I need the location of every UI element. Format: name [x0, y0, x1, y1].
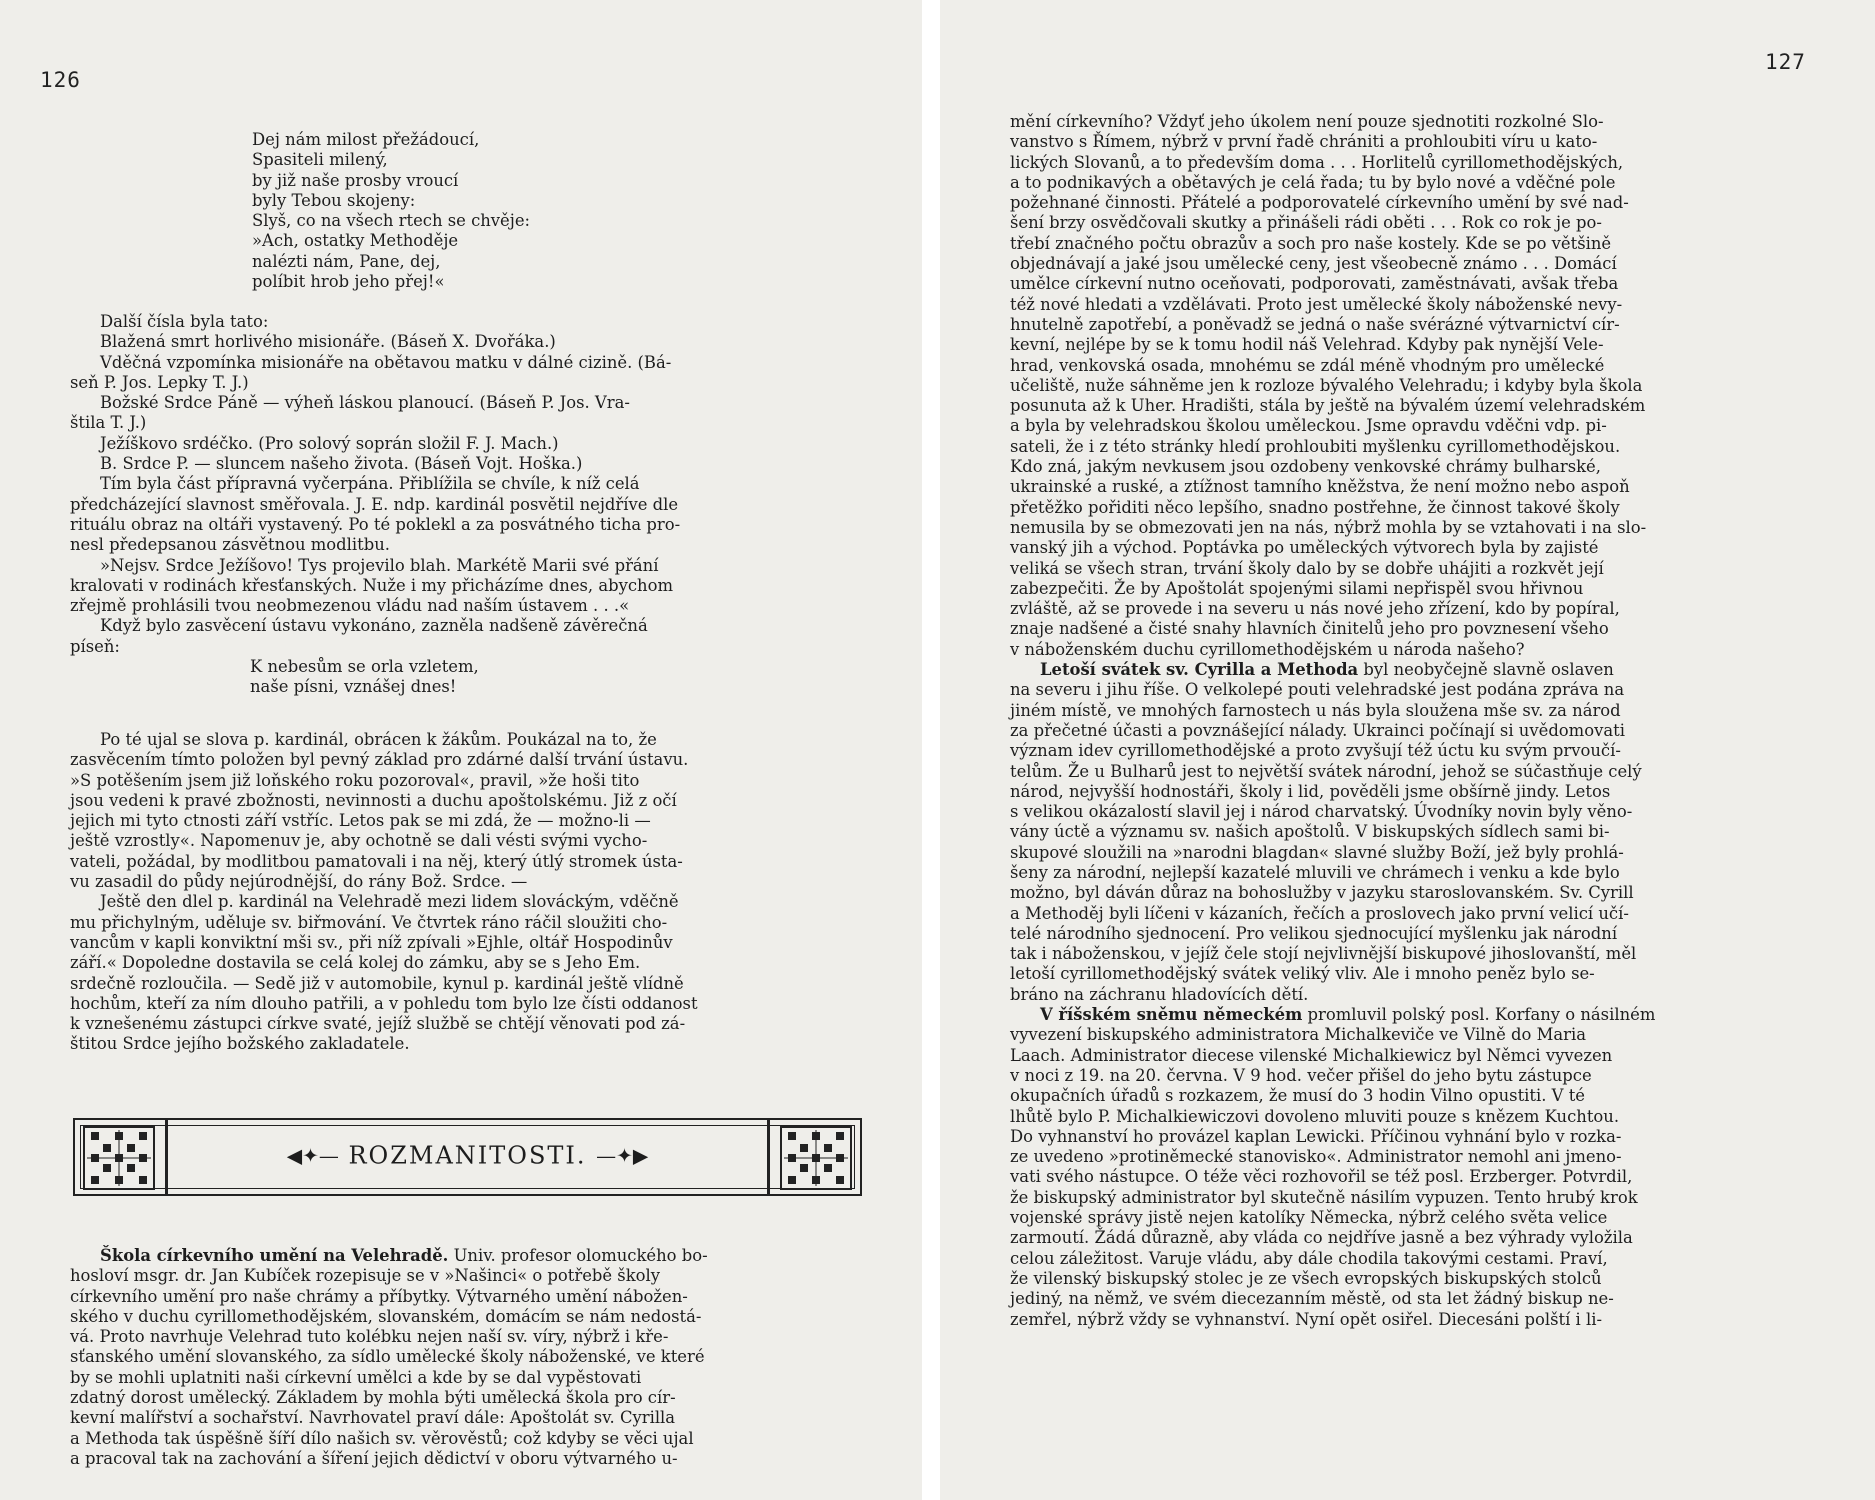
text-line: kralovati v rodinách křesťanských. Nuže i my přicházíme dnes, abychom: [70, 575, 674, 595]
poem-line: byly Tebou skojeny:: [252, 190, 416, 210]
text-line: a pracoval tak na zachování a šíření jejich dědictví v oboru výtvarného u-: [70, 1448, 678, 1468]
ornament-tile-icon: [780, 1126, 852, 1190]
text-line: vancům v kapli konviktní mši sv., při níž zpívali »Ejhle, oltář Hospodinův: [70, 932, 673, 952]
text-line: zřejmě prohlásili tvou neobmezenou vládu nad naším ústavem . . .«: [70, 596, 630, 616]
text-line: srdečně rozloučila. — Sedě již v automobile, kynul p. kardinál ještě vlídně: [70, 973, 684, 993]
speech-text: [70, 730, 860, 1055]
text-line: celou záležitost. Varuje vládu, aby dále chodila takovými cestami. Praví,: [1010, 1248, 1608, 1268]
text-line: Vděčná vzpomínka misionáře na obětavou matku v dálné cizině. (Bá-: [100, 352, 672, 372]
text-line: možno, byl dáván důraz na bohoslužby v jazyku staroslovanském. Sv. Cyrill: [1010, 883, 1634, 903]
text-line: posunuta až k Uher. Hradišti, stála by ještě na bývalém území velehradském: [1010, 396, 1646, 416]
banner-divider-right: [767, 1120, 770, 1194]
poem-line: Slyš, co na všech rtech se chvěje:: [252, 211, 531, 231]
text-line: za přečetné účasti a povznášející nálady. Ukrainci počínají si uvědomovati: [1010, 720, 1625, 740]
arrow-left-icon: ◀✦—: [286, 1143, 339, 1168]
ornament-tile-icon: [83, 1126, 155, 1190]
text-line: hnutelně zapotřebí, a poněvadž se jedná o naše svérázné výtvarnictví cír-: [1010, 314, 1620, 334]
text-line: zvláště, až se provede i na severu u nás nové jeho zřízení, kdo by popíral,: [1010, 599, 1620, 619]
text-line: kevní, nejlépe by se k tomu hodil náš Velehrad. Kdyby pak nynější Vele-: [1010, 335, 1604, 355]
left-page: [0, 0, 922, 1500]
text-line: přetěžko pořiditi něco lepšího, snadno postřehne, že činnost takové školy: [1010, 497, 1620, 517]
poem-line: Dej nám milost přežádoucí,: [252, 130, 480, 149]
text-line: zdatný dorost umělecký. Základem by mohla býti umělecká škola pro cír-: [70, 1388, 676, 1408]
poem-line: »Ach, ostatky Methoděje: [252, 231, 459, 251]
text-line: Kdo zná, jakým nevkusem jsou ozdobeny venkovské chrámy bulharské,: [1010, 457, 1601, 477]
text-line: ještě vzrostly«. Napomenuv je, aby ochotně se dali vésti svými vycho-: [70, 831, 648, 851]
reichstag-heading: V říšském sněmu německém: [1040, 1005, 1303, 1025]
text-line: vati svého nástupce. O téže věci rozhovořil se též posl. Erzberger. Potvrdil,: [1010, 1167, 1633, 1187]
text-line: význam idev cyrillomethodějské a proto zvyšují též úctu ku svým prvoučí-: [1010, 741, 1621, 761]
text-line: v náboženském duchu cyrillomethodějském u národa našeho?: [1010, 639, 1525, 659]
program-text: [70, 312, 860, 698]
text-line: Do vyhnanství ho provázel kaplan Lewicki. Příčinou vyhnání bylo v rozka-: [1010, 1126, 1622, 1146]
text-line: seň P. Jos. Lepky T. J.): [70, 372, 249, 392]
text-line: vanstvo s Římem, nýbrž v první řadě chrániti a prohloubiti víru u kato-: [1010, 132, 1598, 152]
text-line: zemřel, nýbrž vždy se vyhnanství. Nyní opět osiřel. Diecesáni polští i li-: [1010, 1309, 1602, 1329]
feast-heading: Letoší svátek sv. Cyrilla a Methoda: [1040, 660, 1359, 680]
text-line: nesl předepsanou zásvětnou modlitbu.: [70, 535, 390, 555]
text-line: letoší cyrillomethodějský svátek veliký vliv. Ale i mnoho peněz bylo se-: [1010, 964, 1595, 984]
text-line: vojenské správy jistě nejen katolíky Německa, nýbrž celého světa velice: [1010, 1208, 1608, 1228]
text-line: štitou Srdce jejího božského zakladatele.: [70, 1034, 410, 1054]
article-heading: Škola církevního umění na Velehradě.: [100, 1246, 449, 1265]
verse-line: naše písni, vznášej dnes!: [250, 677, 457, 697]
text-line: září.« Dopoledne dostavila se celá kolej do zámku, aby se s Jeho Em.: [70, 953, 641, 973]
gutter: [922, 0, 940, 1500]
text-line: štila T. J.): [70, 413, 147, 433]
paragraph-reichstag: [1010, 1005, 1800, 1330]
text-line: Po té ujal se slova p. kardinál, obrácen k žákům. Poukázal na to, že: [100, 730, 657, 749]
text-line: píseň:: [70, 636, 120, 656]
text-line: k vznešenému zástupci církve svaté, jejíž službě se chtějí věnovati pod zá-: [70, 1014, 686, 1034]
text-line: a Methoděj byli líčeni v kázaních, řečích a proslovech jako první velicí učí-: [1010, 903, 1629, 923]
text-line: bráno na záchranu hladovících dětí.: [1010, 984, 1309, 1004]
verse-line: K nebesům se orla vzletem,: [250, 657, 479, 677]
page-number-right: 127: [1765, 50, 1806, 74]
text-line: Božské Srdce Páně — výheň láskou planoucí. (Báseň P. Jos. Vra-: [100, 393, 630, 413]
text-line: šeny za národní, nejlepší kazatelé mluvili ve chrámech i venku a kde bylo: [1010, 862, 1620, 882]
section-banner: [73, 1118, 862, 1196]
text-line: znaje nadšené a čisté snahy hlavních činitelů jeho pro povznesení všeho: [1010, 619, 1609, 639]
section-title-row: [165, 1140, 770, 1170]
text-line: Ježíškovo srdéčko. (Pro solový soprán složil F. J. Mach.): [100, 433, 559, 453]
text-line: předcházející slavnost směřovala. J. E. ndp. kardinál posvětil nejdříve dle: [70, 494, 679, 514]
text-line: telé národního sjednocení. Pro velikou sjednocující myšlenku jak národní: [1010, 923, 1618, 943]
text-line: »S potěšením jsem již loňského roku pozoroval«, pravil, »že hoši tito: [70, 770, 640, 790]
text-line: hochům, kteří za ním dlouho patřili, a v pohledu tom bylo lze čísti oddanost: [70, 993, 698, 1013]
right-column: [1010, 112, 1800, 1330]
text-line: jsou vedeni k pravé zbožnosti, nevinnosti a duchu apoštolskému. Již z očí: [70, 790, 677, 810]
article-church-art-school: [70, 1246, 860, 1469]
text-line: kevní malířství a sochařství. Navrhovatel praví dále: Apoštolát sv. Cyrilla: [70, 1408, 676, 1428]
text-line: zarmoutí. Žádá důrazně, aby vláda co nejdříve jasně a bez výhrady vyložila: [1010, 1228, 1633, 1248]
text-line: že vilenský biskupský stolec je ze všech evropských biskupských stolců: [1010, 1268, 1602, 1288]
text-line: »Nejsv. Srdce Ježíšovo! Tys projevilo blah. Markétě Marii své přání: [100, 555, 659, 575]
text-line: by se mohli uplatniti naši církevní umělci a kde by se dal vypěstovati: [70, 1367, 642, 1387]
text-line: třebí značného počtu obrazův a soch pro naše kostely. Kde se po většině: [1010, 233, 1612, 253]
text-line: okupačních úřadů s rozkazem, že musí do 3 hodin Vilno opustiti. V té: [1010, 1086, 1585, 1106]
text-line: B. Srdce P. — sluncem našeho života. (Báseň Vojt. Hoška.): [100, 454, 583, 474]
text-line: národ, nejvyšší hodnostáři, školy i lid, pověděli jsme obšírně jindy. Letos: [1010, 781, 1611, 801]
text-line: lhůtě bylo P. Michalkiewiczovi dovoleno mluviti pouze s knězem Kuchtou.: [1010, 1106, 1620, 1126]
poem-line: Spasiteli milený,: [252, 150, 388, 170]
text-line: požehnané činnosti. Přátelé a podporovatelé církevního umění by své nad-: [1010, 193, 1629, 213]
reichstag-first-line: [1010, 1005, 1800, 1025]
poem-line: by již naše prosby vroucí: [252, 170, 459, 190]
poem-line: políbit hrob jeho přej!«: [252, 272, 445, 292]
text-line: a Methoda tak úspěšně šíří dílo našich sv. věrověstů; což kdyby se věci ujal: [70, 1428, 694, 1448]
feast-first-line: [1010, 660, 1800, 680]
text-line: vateli, požádal, by modlitbou pamatovali i na něj, který útlý stromek ústa-: [70, 851, 683, 871]
text-line: umělce církevní nutno oceňovati, podporovati, zaměstnávati, avšak třeba: [1010, 274, 1619, 294]
text-line: rituálu obraz na oltáři vystavený. Po té poklekl a za posvátného ticha pro-: [70, 514, 681, 534]
text-line: vanský jih a východ. Poptávka po uměleckých výtvorech byla by zajisté: [1010, 538, 1599, 558]
text-line: nemusila by se obmezovati jen na nás, nýbrž mohla by se vztahovati i na slo-: [1010, 517, 1647, 537]
text-line: v noci z 19. na 20. června. V 9 hod. večer přišel do jeho bytu zástupce: [1010, 1065, 1592, 1085]
feast-first-line-text: byl neobyčejně slavně oslaven: [1358, 660, 1614, 680]
poem: [252, 130, 530, 292]
text-line: vyvezení biskupského administratora Michalkeviče ve Vilně do Maria: [1010, 1025, 1586, 1045]
text-line: mu přichylným, uděluje sv. biřmování. Ve čtvrtek ráno ráčil sloužiti cho-: [70, 912, 668, 932]
text-line: zasvěcením tímto položen byl pevný základ pro zdárné další trvání ústavu.: [70, 750, 689, 770]
text-line: Laach. Administrator diecese vilenské Michalkiewicz byl Němci vyvezen: [1010, 1045, 1613, 1065]
text-line: šení brzy osvědčovali skutky a přinášeli rádi oběti . . . Rok co rok je po-: [1010, 213, 1602, 233]
paragraph-feast: [1010, 660, 1800, 1005]
text-line: vány úctě a významu sv. našich apoštolů. V biskupských sídlech sami bi-: [1010, 822, 1610, 842]
text-line: Tím byla část přípravná vyčerpána. Přiblížila se chvíle, k níž celá: [100, 474, 640, 494]
text-line: církevního umění pro naše chrámy a příbytky. Výtvarného umění nábožen-: [70, 1286, 688, 1306]
poem-line: nalézti nám, Pane, dej,: [252, 251, 441, 271]
text-line: ského v duchu cyrillomethodějském, slovanském, domácím se nám nedostá-: [70, 1306, 702, 1326]
reichstag-first-line-text: promluvil polský posl. Korfany o násilném: [1302, 1005, 1656, 1025]
arrow-right-icon: —✦▶: [596, 1143, 649, 1168]
text-line: jejich mi tyto ctnosti září vstříc. Letos pak se mi zdá, že — možno-li —: [70, 811, 651, 831]
text-line: na severu i jihu říše. O velkolepé pouti velehradské jest podána zpráva na: [1010, 680, 1625, 700]
text-line: sateli, že i z této stránky hledí prohloubiti myšlenku cyrillomethodějskou.: [1010, 436, 1621, 456]
text-line: lických Slovanů, a to především doma . . . Horlitelů cyrillomethodějských,: [1010, 152, 1624, 172]
text-line: mění církevního? Vždyť jeho úkolem není pouze sjednotiti rozkolné Slo-: [1010, 112, 1604, 131]
text-line: jediný, na němž, ve svém diecezanním městě, od sta let žádný biskup ne-: [1010, 1289, 1614, 1309]
article-first-line: [70, 1246, 860, 1266]
text-line: jiném místě, ve mnohých farnostech u nás byla sloužena mše sv. za národ: [1010, 700, 1621, 720]
text-line: zabezpečiti. Že by Apoštolát spojenými silami nepřispěl svou hřivnou: [1010, 578, 1584, 598]
text-line: Další čísla byla tato:: [100, 312, 269, 331]
paragraph-art-school-cont: [1010, 112, 1800, 660]
text-line: ukrainské a ruské, a ztížnost tamního kněžstva, že není možno nebo aspoň: [1010, 477, 1630, 497]
text-line: veliká se všech stran, trvání školy dalo by se dobře uhájiti a rozkvět její: [1010, 558, 1604, 578]
text-line: vá. Proto navrhuje Velehrad tuto kolébku nejen naší sv. víry, nýbrž i kře-: [70, 1327, 669, 1347]
text-line: tak i náboženskou, v jejíž čele stojí nejvlivnější biskupové jihoslovanští, měl: [1010, 944, 1637, 964]
text-line: a to podnikavých a obětavých je celá řada; tu by bylo nové a vděčné pole: [1010, 172, 1616, 192]
text-line: hrad, venkovská osada, mnohému se zdál méně vhodným pro umělecké: [1010, 355, 1605, 375]
text-line: telům. Že u Bulharů jest to největší svátek národní, jehož se súčastňuje celý: [1010, 761, 1642, 781]
text-line: objednávají a jaké jsou umělecké ceny, jest všeobecně známo . . . Domácí: [1010, 254, 1617, 274]
text-line: a byla by velehradskou školou uměleckou. Jsme opravdu vděčni vdp. pi-: [1010, 416, 1607, 436]
text-line: skupové sloužili na »narodni blagdan« slavné služby Boží, jež byly prohlá-: [1010, 842, 1624, 862]
text-line: též nové hledati a vzdělávati. Proto jest umělecké školy náboženské nevy-: [1010, 294, 1623, 314]
text-line: učeliště, nuže sáhněme jen k rozloze bývalého Velehradu; i kdyby byla škola: [1010, 375, 1643, 395]
hymn-verse: [70, 657, 860, 698]
text-line: s velikou okázalostí slavil jej i národ charvatský. Úvodníky novin byly věno-: [1010, 802, 1633, 822]
page-number-left: 126: [40, 68, 81, 92]
text-line: že biskupský administrator byl skutečně násilím vypuzen. Tento hrubý krok: [1010, 1187, 1638, 1207]
text-line: sťanského umění slovanského, za sídlo umělecké školy náboženské, ve které: [70, 1347, 705, 1367]
text-line: Ještě den dlel p. kardinál na Velehradě mezi lidem slováckým, vděčně: [100, 892, 679, 912]
article-first-line-text: Univ. profesor olomuckého bo-: [448, 1246, 708, 1265]
section-title: ROZMANITOSTI.: [348, 1141, 587, 1170]
text-line: Když bylo zasvěcení ústavu vykonáno, zazněla nadšeně závěrečná: [100, 616, 648, 636]
text-line: ze uvedeno »protiněmecké stanovisko«. Administrator nemohl ani jmeno-: [1010, 1147, 1622, 1167]
text-line: vu zasadil do půdy nejúrodnější, do rány Bož. Srdce. —: [70, 872, 528, 892]
text-line: Blažená smrt horlivého misionáře. (Báseň X. Dvořáka.): [100, 332, 556, 352]
text-line: hosloví msgr. dr. Jan Kubíček rozepisuje se v »Našinci« o potřebě školy: [70, 1266, 661, 1286]
